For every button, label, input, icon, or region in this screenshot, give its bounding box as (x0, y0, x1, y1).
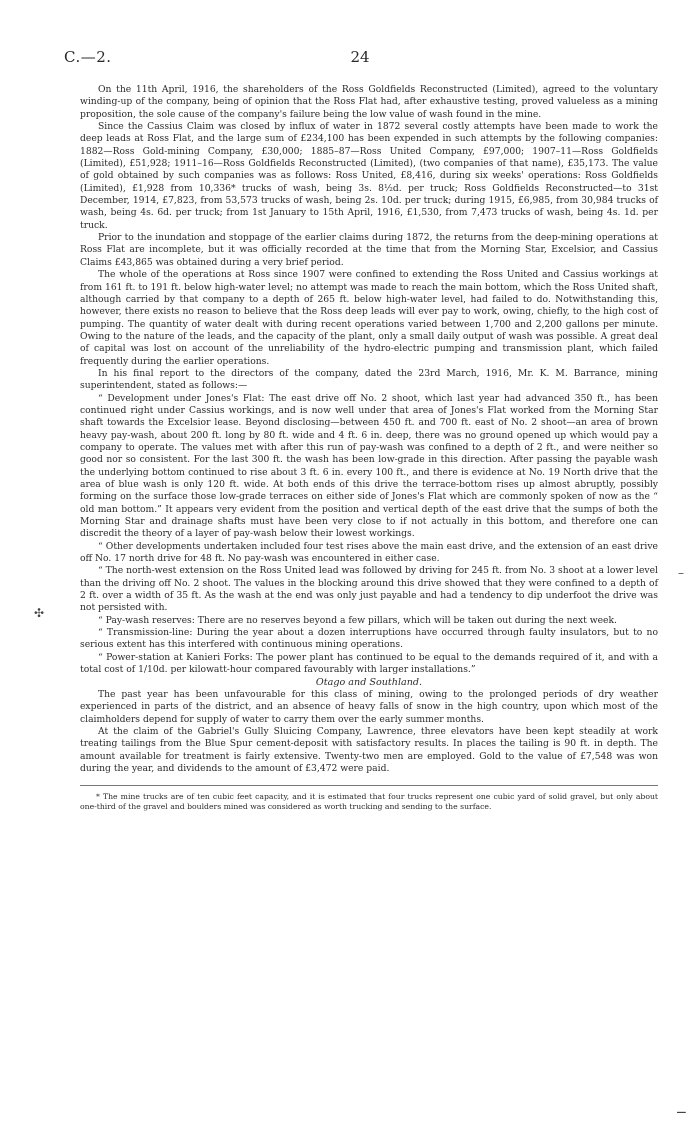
paragraph: Since the Cassius Claim was closed by influx of water in 1872 several costly attempts have been made to work the deep leads at Ross Flat, and the large sum of £234,100 has been expended in such attempts by the following companies: 1882—Ross Gold-mining Company, £30,000; 1885–87—Ross United Company, £97,000; 1907–11—Ross Goldfields (Limited), £51,928; 1911–16—Ross Goldfields Reconstructed (Limited), (two companies of that name), £35,173. The value of gold obtained by such companies was as follows: Ross United, £8,416, during six weeks' operations: Ross Goldfields (Limited), £1,928 from 10,336* trucks of wash, being 3s. 8½d. per truck; Ross Goldfields Reconstructed—to 31st December, 1914, £7,823, from 53,573 trucks of wash, being 2s. 10d. per truck; during 1915, £6,985, from 30,984 trucks of wash, being 4s. 6d. per truck; from 1st January to 15th April, 1916, £1,530, from 7,473 trucks of wash, being 4s. 1d. per truck. (80, 121, 658, 231)
quoted-paragraph: “ Development under Jones's Flat: The east drive off No. 2 shoot, which last year had advanced 350 ft., has been continued right under Cassius workings, and is now well under that area of Jones's Flat worked from the Morning Star shaft towards the Excelsior lease. Beyond disclosing—between 450 ft. and 700 ft. east of No. 2 shoot—an area of brown heavy pay-wash, about 200 ft. long by 80 ft. wide and 4 ft. 6 in. deep, there was no ground opened up which would pay a company to operate. The values met with after this run of pay-wash was confined to a depth of 2 ft., and were neither so good nor so consistent. For the last 300 ft. the wash has been low-grade in this direction. After passing the payable wash the underlying bottom continued to rise about 3 ft. 6 in. every 100 ft., and there is evidence at No. 19 North drive that the area of blue wash is only 120 ft. wide. At both ends of this drive the terrace-bottom rises up almost abruptly, possibly forming on the surface those low-grade terraces on either side of Jones's Flat which are commonly spoken of now as the “ old man bottom.” It appears very evident from the position and vertical depth of the east drive that the sumps of both the Morning Star and drainage shafts must have been very close to if not actually in this bottom, and therefore one can discredit the theory of a layer of pay-wash below their lowest workings. (80, 392, 658, 540)
quoted-paragraph: “ The north-west extension on the Ross United lead was followed by driving for 245 ft. from No. 3 shoot at a lower level than the driving off No. 2 shoot. The values in the blocking around this drive showed that they were confined to a depth of 2 ft. over a width of 35 ft. As the wash at the end was only just payable and had a tendency to dip underfoot the drive was not persisted with. (80, 565, 658, 614)
page-number: 24 (350, 48, 370, 66)
quoted-paragraph: “ Other developments undertaken included four test rises above the main east drive, and the extension of an east drive off No. 17 north drive for 48 ft. No pay-wash was encountered in either case. (80, 540, 658, 565)
section-heading: Otago and Southland. (315, 676, 423, 688)
paragraph: In his final report to the directors of the company, dated the 23rd March, 1916, Mr. K. M. Barrance, mining superintendent, stated as follows:— (80, 367, 658, 392)
paragraph: The past year has been unfavourable for this class of mining, owing to the prolonged periods of dry weather experienced in parts of the district, and an absence of heavy falls of snow in the high country, upon which most of the claimholders depend for supply of water to carry them over the early summer months. (80, 688, 658, 725)
margin-mark: ⚊ (676, 1102, 687, 1116)
document-reference: C.—2. (64, 48, 112, 66)
page-header (64, 48, 656, 70)
footnote: * The mine trucks are of ten cubic feet capacity, and it is estimated that four trucks represent one cubic yard of solid gravel, but only about one-third of the gravel and boulders mined was considered as worth trucking and sending to the surface. (80, 792, 658, 812)
quoted-paragraph: “ Pay-wash reserves: There are no reserves beyond a few pillars, which will be taken out during the next week. (98, 614, 617, 626)
paragraph: On the 11th April, 1916, the shareholders of the Ross Goldfields Reconstructed (Limited), agreed to the voluntary winding-up of the company, being of opinion that the Ross Flat had, after exhaustive testing, proved valueless as a mining proposition, the sole cause of the company's failure being the low value of wash found in the mine. (80, 84, 658, 120)
paragraph: At the claim of the Gabriel's Gully Sluicing Company, Lawrence, three elevators have been kept steadily at work treating tailings from the Blue Spur cement-deposit with satisfactory results. In places the tailing is 90 ft. in depth. The amount available for treatment is fairly extensive. Twenty-two men are employed. Gold to the value of £7,548 was won during the year, and dividends to the amount of £3,472 were paid. (80, 725, 658, 774)
paragraph: The whole of the operations at Ross since 1907 were confined to extending the Ross United and Cassius workings at from 161 ft. to 191 ft. below high-water level; no attempt was made to reach the main bottom, which the Ross United shaft, although carried by that company to a depth of 265 ft. below high-water level, had failed to do. Notwithstanding this, however, there exists no reason to believe that the Ross deep leads will ever pay to work, owing, chiefly, to the high cost of pumping. The quantity of water dealt with during recent operations varied between 1,700 and 2,200 gallons per minute. Owing to the nature of the leads, and the capacity of the plant, only a small daily output of wash was possible. A great deal of capital was lost on account of the unreliability of the hydro-electric pumping and transmission plant, which failed frequently during the earlier operations. (80, 269, 658, 367)
margin-mark: ✣ (34, 606, 45, 620)
quoted-paragraph: “ Power-station at Kanieri Forks: The power plant has continued to be equal to the demands required of it, and with a total cost of 1/10d. per kilowatt-hour compared favourably with larger installations.” (80, 651, 658, 676)
paragraph: Prior to the inundation and stoppage of the earlier claims during 1872, the returns from the deep-mining operations at Ross Flat are incomplete, but it was officially recorded at the time that from the Morning Star, Excelsior, and Cassius Claims £43,865 was obtained during a very brief period. (80, 232, 658, 268)
margin-mark: – (678, 566, 684, 580)
footnote-divider (80, 785, 658, 786)
quoted-paragraph: “ Transmission-line: During the year about a dozen interruptions have occurred through faulty insulators, but to no serious extent has this interfered with continuous mining operations. (80, 627, 658, 651)
body-text (80, 84, 658, 813)
